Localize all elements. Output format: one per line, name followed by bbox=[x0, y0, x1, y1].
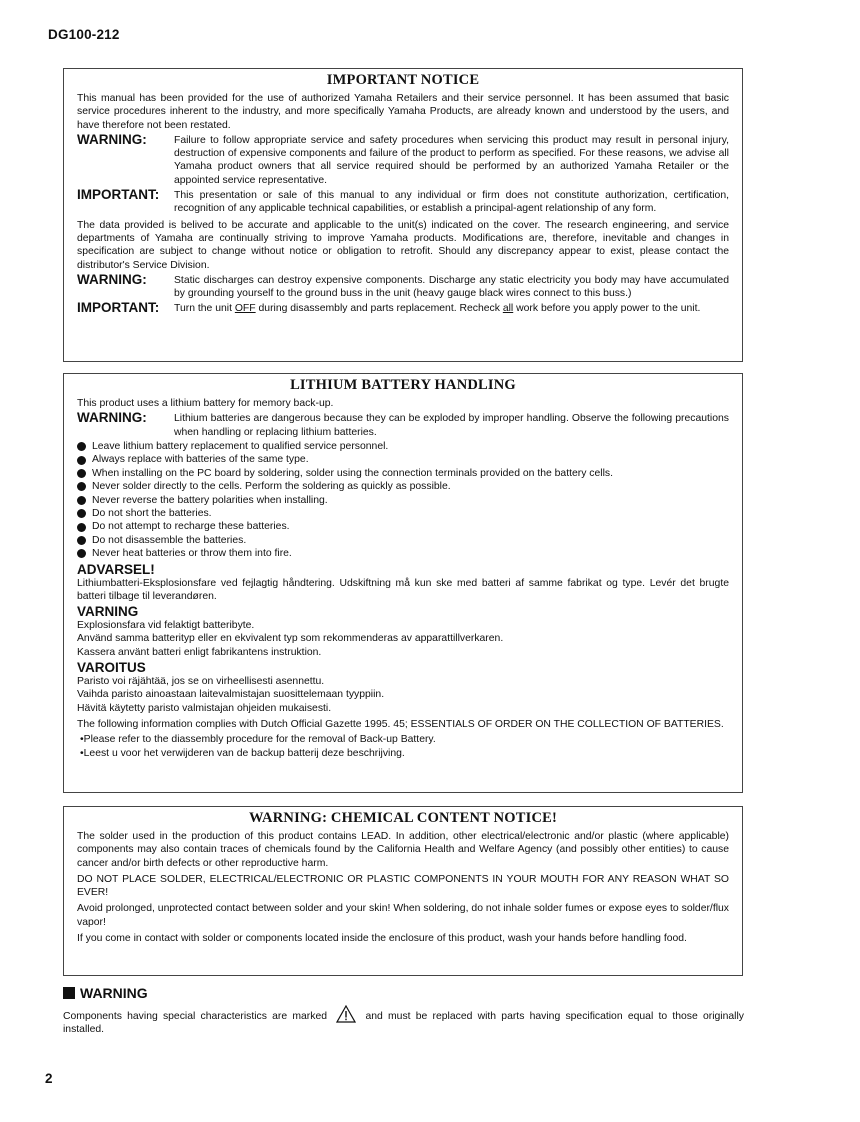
components-warning-text bbox=[63, 1005, 744, 1037]
bullet-icon bbox=[77, 523, 86, 532]
list-item bbox=[77, 440, 729, 453]
text-fragment: work before you apply power to the unit. bbox=[513, 303, 701, 315]
chemical-paragraph: Avoid prolonged, unprotected contact between solder and your skin! When soldering, do not inhale solder fumes or expose eyes to solder/flux vapor! bbox=[77, 903, 729, 928]
bullet-text: Do not short the batteries. bbox=[92, 507, 212, 519]
list-item bbox=[77, 494, 729, 507]
varning-line: Använd samma batterityp eller en ekvivalent typ som rekommenderas av apparattillverkaren. bbox=[77, 633, 504, 645]
text-fragment: Turn the unit bbox=[174, 303, 235, 315]
components-warning bbox=[63, 985, 744, 1037]
caution-triangle-icon bbox=[336, 1005, 356, 1023]
varning-line: Explosionsfara vid felaktigt batteribyte. bbox=[77, 620, 255, 632]
varoitus-line: Paristo voi räjähtää, jos se on virheellisesti asennettu. bbox=[77, 676, 325, 688]
varning-line: Kassera använt batteri enligt fabrikantens instruktion. bbox=[77, 646, 322, 658]
important-notice-box bbox=[63, 68, 743, 362]
text-fragment: during disassembly and parts replacement. Recheck bbox=[255, 303, 503, 315]
list-item bbox=[77, 480, 729, 493]
lithium-battery-box bbox=[63, 373, 743, 793]
list-item bbox=[77, 520, 729, 533]
list-item bbox=[77, 507, 729, 520]
bullet-icon bbox=[77, 469, 86, 478]
bullet-text: Always replace with batteries of the same type. bbox=[92, 454, 309, 466]
document-id: DG100-212 bbox=[48, 27, 120, 42]
page-number: 2 bbox=[45, 1071, 53, 1086]
important-label: IMPORTANT: bbox=[77, 300, 160, 316]
list-item: •Please refer to the diassembly procedure for the removal of Back-up Battery. bbox=[80, 734, 436, 746]
varoitus-heading: VAROITUS bbox=[77, 660, 146, 676]
lithium-intro: This product uses a lithium battery for memory back-up. bbox=[77, 398, 334, 409]
bullet-icon bbox=[77, 496, 86, 505]
important-label: IMPORTANT: bbox=[77, 187, 160, 203]
important-text: This presentation or sale of this manual to any individual or firm does not constitute authorization, certification, recognition of any applicable technical capabilities, or establish a principal-agent relationship of any form. bbox=[174, 190, 729, 215]
text-fragment: Components having special characteristics are marked bbox=[63, 1011, 328, 1022]
chemical-paragraph: The solder used in the production of this product contains LEAD. In addition, other electrical/electronic and/or plastic (where applicable) components may also contain traces of chemicals found by the California Health and Welfare Agency (and possibly other entities) to cause cancer and/or birth defects or other reproductive harm. bbox=[77, 831, 729, 869]
bullet-icon bbox=[77, 442, 86, 451]
warning-text: Lithium batteries are dangerous because they can be exploded by improper handling. Observe the following precautions when handling or replacing lithium batteries. bbox=[174, 413, 729, 438]
chemical-notice-box bbox=[63, 806, 743, 976]
square-bullet-icon bbox=[63, 987, 75, 999]
warning-label: WARNING: bbox=[77, 131, 147, 147]
bullet-text: Never solder directly to the cells. Perform the soldering as quickly as possible. bbox=[92, 481, 451, 493]
dutch-gazette-text: The following information complies with Dutch Official Gazette 1995. 45; ESSENTIALS OF ORDER ON THE COLLECTION OF BATTERIES. bbox=[77, 718, 724, 730]
warning-text: Static discharges can destroy expensive components. Discharge any static electricity you body may have accumulated by grounding yourself to the ground buss in the unit (heavy gauge black wires connect to this buss.) bbox=[174, 274, 729, 300]
list-item bbox=[77, 534, 729, 547]
chemical-paragraph: If you come in contact with solder or components located inside the enclosure of this product, wash your hands before handling food. bbox=[77, 933, 687, 945]
chemical-paragraph: DO NOT PLACE SOLDER, ELECTRICAL/ELECTRONIC OR PLASTIC COMPONENTS IN YOUR MOUTH FOR ANY REASON WHAT SO EVER! bbox=[77, 873, 729, 899]
important-row-1 bbox=[77, 188, 729, 216]
bullet-text: Never reverse the battery polarities when installing. bbox=[92, 494, 328, 506]
underlined-all: all bbox=[502, 303, 514, 315]
lithium-battery-title: LITHIUM BATTERY HANDLING bbox=[290, 377, 516, 393]
list-item bbox=[77, 467, 729, 480]
battery-removal-notes bbox=[80, 733, 729, 760]
lithium-warning-row bbox=[77, 411, 729, 439]
warning-label: WARNING: bbox=[77, 271, 147, 287]
advarsel-text: Lithiumbatteri-Eksplosionsfare ved fejlagtig håndtering. Udskiftning må kun ske med batteri af samme fabrikat og type. Levér det brugte batteri tilbage til leverandøren. bbox=[77, 577, 729, 602]
list-item: •Leest u voor het verwijderen van de backup batterij deze beschrijving. bbox=[80, 747, 405, 759]
bullet-icon bbox=[77, 536, 86, 545]
bullet-text: When installing on the PC board by soldering, solder using the connection terminals provided on the battery cells. bbox=[92, 467, 613, 479]
warning-heading-text: WARNING bbox=[80, 985, 148, 1001]
chemical-notice-title: WARNING: CHEMICAL CONTENT NOTICE! bbox=[248, 810, 558, 826]
important-notice-title: IMPORTANT NOTICE bbox=[326, 72, 480, 88]
bullet-icon bbox=[77, 456, 86, 465]
warning-label: WARNING: bbox=[77, 410, 147, 426]
bullet-icon bbox=[77, 549, 86, 558]
list-item bbox=[77, 547, 729, 560]
important-row-2 bbox=[77, 301, 729, 315]
varoitus-line: Vaihda paristo ainoastaan laitevalmistajan suosittelemaan tyyppiin. bbox=[77, 689, 385, 701]
bullet-text: Never heat batteries or throw them into fire. bbox=[92, 548, 292, 560]
bullet-icon bbox=[77, 509, 86, 518]
varoitus-line: Hävitä käytetty paristo valmistajan ohjeiden mukaisesti. bbox=[77, 702, 332, 714]
bullet-text: Leave lithium battery replacement to qualified service personnel. bbox=[92, 440, 389, 452]
components-warning-heading bbox=[63, 985, 744, 1001]
warning-row-2 bbox=[77, 273, 729, 301]
bullet-icon bbox=[77, 482, 86, 491]
warning-text: Failure to follow appropriate service and safety procedures when servicing this product may result in personal injury, destruction of expensive components and failure of the product to perform as specified. For these reasons, we advise all Yamaha product owners that all service required should be performed by an authorized Yamaha Retailer or the appointed service representative. bbox=[174, 134, 729, 186]
bullet-text: Do not disassemble the batteries. bbox=[92, 534, 247, 546]
advarsel-heading: ADVARSEL! bbox=[77, 561, 155, 577]
precaution-list bbox=[77, 440, 729, 561]
text-fragment: and must be replaced with parts having specification equal to those originally installed. bbox=[63, 1011, 744, 1036]
important-notice-intro: This manual has been provided for the use of authorized Yamaha Retailers and their service personnel. It has been assumed that basic service procedures inherent to the industry, and more specifically Yamaha Products, are already known and understood by the users, and have therefore not been restated. bbox=[77, 93, 729, 131]
data-accuracy-paragraph: The data provided is belived to be accurate and applicable to the unit(s) indicated on the cover. The research engineering, and service departments of Yamaha are continually striving to improve Yamaha products. Modifications are, therefore, inevitable and changes in specification are subject to change without notice or obligation to retrofit. Should any discrepancy appear to exist, please contact the distributor's Service Division. bbox=[77, 219, 729, 271]
important-text bbox=[174, 301, 729, 315]
warning-row-1 bbox=[77, 133, 729, 187]
varning-heading: VARNING bbox=[77, 604, 139, 620]
underlined-off: OFF bbox=[234, 303, 256, 315]
list-item bbox=[77, 453, 729, 466]
bullet-text: Do not attempt to recharge these batteries. bbox=[92, 521, 290, 533]
